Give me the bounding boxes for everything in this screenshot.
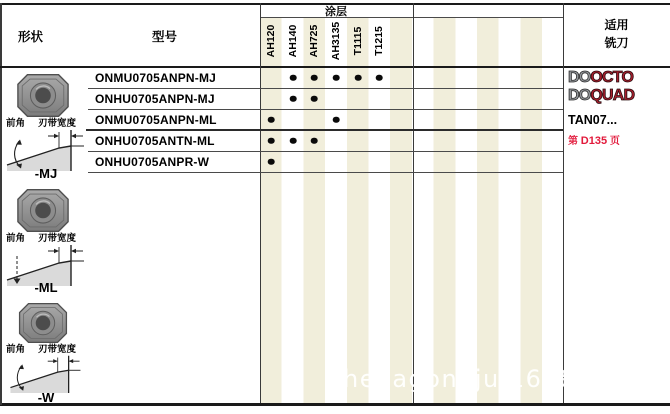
land-width-label-mj: 刃带宽度 [38, 118, 77, 129]
row-line-2 [88, 109, 563, 110]
doocto-logo-suffix: OCTO [590, 69, 634, 86]
shape-label-ml: -ML [34, 280, 58, 295]
insert-photo-mj [13, 73, 73, 118]
coating-column-label: AH140 [287, 24, 299, 58]
shape-label-w: -W [37, 390, 55, 405]
page-ref-number: D135 [580, 135, 608, 147]
doocto-logo [568, 70, 633, 86]
rake-angle-label-w: 前角 [6, 344, 26, 355]
shape-label-mj: -MJ [34, 166, 58, 181]
header-bottom-line [0, 66, 670, 68]
doquad-logo [568, 88, 634, 104]
row-line-3 [86, 129, 563, 131]
coating-column-label: T1115 [352, 26, 364, 56]
doocto-logo-prefix: DO [568, 69, 591, 86]
header-coating: 涂层 [325, 6, 347, 18]
model-cell: ONHU0705ANTN-ML [95, 133, 215, 148]
coating-availability-dot [268, 137, 275, 144]
row-line-4 [88, 151, 563, 152]
coating-column-label: AH120 [265, 24, 277, 58]
land-width-label-w: 刃带宽度 [38, 344, 77, 355]
coating-availability-dot [333, 116, 340, 123]
edge-diagram-mj [5, 127, 85, 171]
divider-model-coating [260, 3, 261, 403]
rake-angle-label-ml: 前角 [6, 233, 26, 244]
page-reference [568, 132, 620, 147]
divider-coating-middle [413, 3, 414, 403]
row-line-1 [88, 88, 563, 89]
coating-availability-dot [290, 137, 297, 144]
coating-column-label: AH725 [308, 24, 320, 58]
insert-photo-w [13, 302, 73, 344]
model-cell: ONMU0705ANPN-MJ [95, 70, 217, 85]
table-bottom-border [0, 403, 670, 406]
model-cell: ONMU0705ANPN-ML [95, 112, 217, 127]
coating-availability-dot [311, 95, 318, 102]
land-width-label-ml: 刃带宽度 [38, 233, 77, 244]
coating-column-label: T1215 [373, 26, 385, 56]
coating-availability-dot [376, 74, 383, 81]
model-cell: ONHU0705ANPN-MJ [95, 91, 215, 106]
row-line-5 [88, 172, 563, 173]
header-cutter-line2: 铣刀 [604, 36, 629, 50]
cutter-series: TAN07... [568, 113, 618, 127]
coating-stripes-background [260, 17, 563, 405]
header-cutter [563, 16, 670, 52]
insert-photo-ml [13, 188, 73, 233]
coating-availability-dot [355, 74, 362, 81]
coating-availability-dot [268, 116, 275, 123]
header-shape: 形状 [18, 30, 44, 44]
edge-diagram-w [5, 353, 85, 393]
page-ref-post: 页 [609, 136, 620, 147]
model-cell: ONHU0705ANPR-W [95, 154, 210, 169]
divider-middle-cutter [563, 3, 564, 403]
doquad-logo-suffix: QUAD [590, 87, 635, 104]
table-left-border [0, 3, 2, 405]
header-model: 型号 [152, 30, 178, 44]
doquad-logo-prefix: DO [568, 87, 591, 104]
coating-availability-dot [333, 74, 340, 81]
coating-column-label: AH3135 [330, 21, 342, 61]
rake-angle-label-mj: 前角 [6, 118, 26, 129]
coating-availability-dot [311, 137, 318, 144]
coating-header-underline [260, 17, 563, 18]
watermark: hejiagongju.1688 [343, 365, 576, 393]
coating-availability-dot [268, 158, 275, 165]
header-cutter-line1: 适用 [604, 18, 629, 32]
coating-availability-dot [290, 95, 297, 102]
coating-availability-dot [290, 74, 297, 81]
page-ref-pre: 第 [568, 136, 578, 147]
coating-availability-dot [311, 74, 318, 81]
